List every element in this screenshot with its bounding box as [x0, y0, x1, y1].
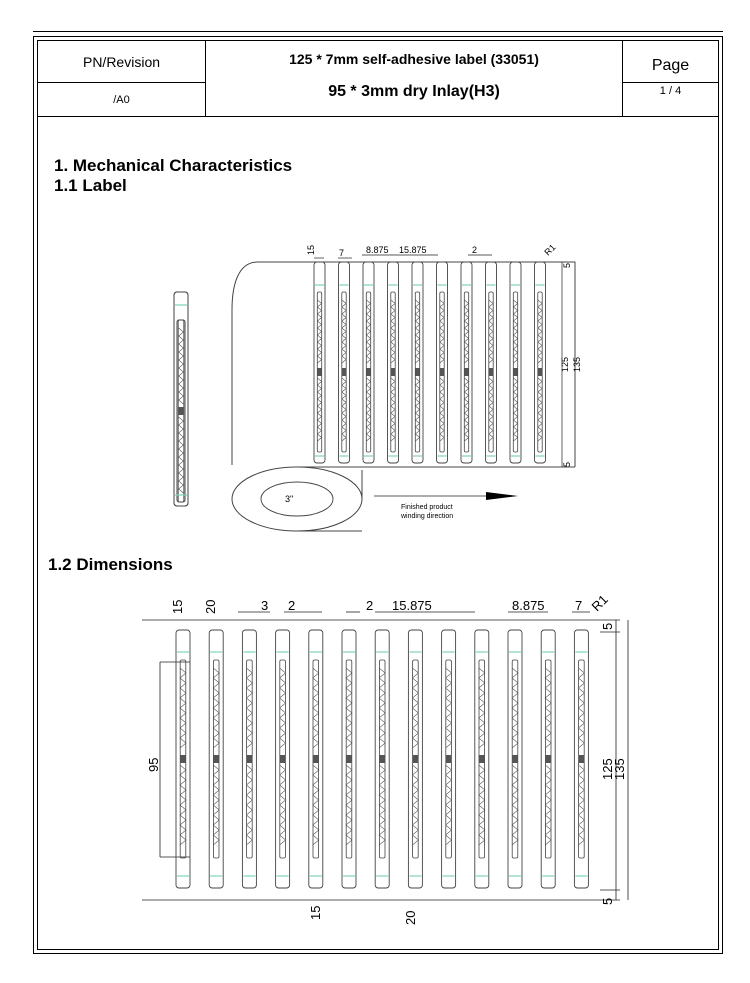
dimension-strips — [176, 630, 588, 888]
fig2-dim-5-bottom: 5 — [600, 897, 615, 905]
fig2-dim-135: 135 — [612, 758, 627, 780]
fig1-dim-7: 7 — [339, 248, 345, 258]
fig1-dim-15: 15 — [306, 244, 316, 255]
title-line-1: 125 * 7mm self-adhesive label (33051) — [289, 51, 539, 67]
fig1-dim-8875: 8.875 — [366, 245, 389, 255]
fig2-dim-15875: 15.875 — [392, 598, 432, 613]
fig2-dim-125: 125 — [600, 758, 615, 780]
winding-note-line2: winding direction — [401, 513, 454, 520]
section-dimensions: 1.2 Dimensions — [48, 555, 173, 574]
core-size: 3" — [285, 494, 294, 504]
fig2-dim-20-bottom: 20 — [403, 910, 418, 925]
section-mechanical: 1. Mechanical Characteristics — [54, 156, 293, 175]
revision-value: /A0 — [113, 93, 130, 106]
fig2-dim-2b: 2 — [366, 598, 374, 613]
title-line-2: 95 * 3mm dry Inlay(H3) — [328, 83, 500, 100]
page-label: Page — [651, 56, 690, 74]
winding-note-line1: Finished product — [401, 504, 453, 511]
fig2-dim-2a: 2 — [288, 598, 296, 613]
fig2-dim-20: 20 — [203, 599, 218, 614]
fig2-dim-5-top: 5 — [600, 622, 615, 630]
fig2-dim-7: 7 — [575, 598, 583, 613]
fig1-dim-r1: R1 — [542, 242, 558, 258]
section-label: 1.1 Label — [54, 176, 127, 195]
fig1-dim-135: 135 — [572, 356, 582, 372]
fig2-dim-8875: 8.875 — [512, 598, 545, 613]
fig2-dim-15-bottom: 15 — [308, 905, 323, 920]
fig2-dim-3: 3 — [261, 598, 269, 613]
fig1-dim-5-top: 5 — [562, 262, 572, 268]
fig1-dim-125: 125 — [560, 356, 570, 372]
fig2-dim-r1: R1 — [588, 591, 611, 615]
fig1-dim-2: 2 — [472, 245, 478, 255]
pn-revision-label: PN/Revision — [82, 53, 161, 70]
fig1-dim-15875: 15.875 — [399, 245, 427, 255]
fig2-dim-15: 15 — [170, 599, 185, 614]
page-number: 1 / 4 — [659, 85, 682, 97]
fig1-dim-5-bottom: 5 — [562, 461, 572, 467]
fig2-dim-95: 95 — [146, 757, 161, 772]
